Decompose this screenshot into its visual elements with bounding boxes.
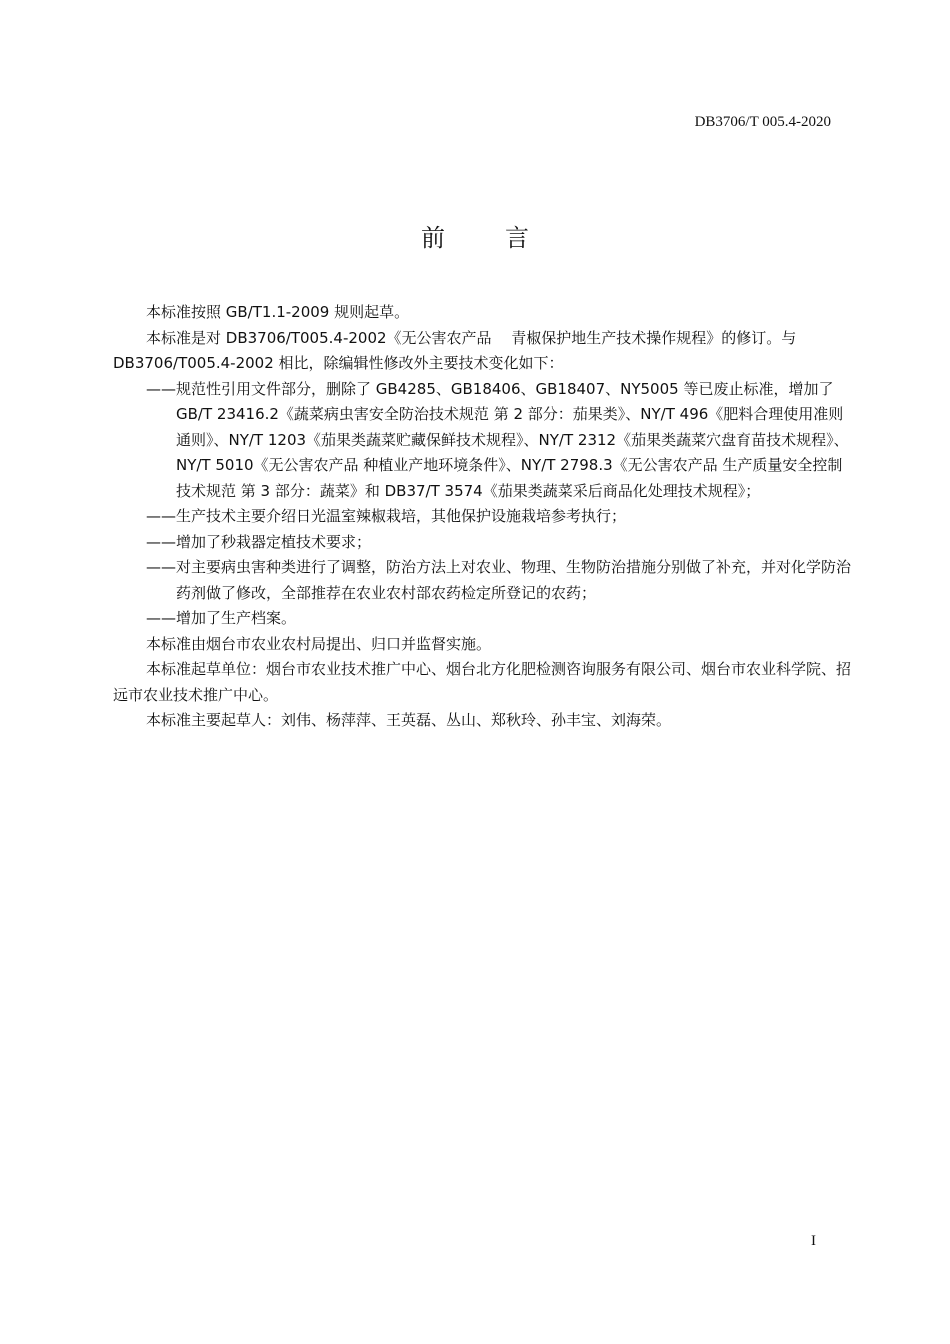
paragraph-proposer: 本标准由烟台市农业农村局提出、归口并监督实施。	[146, 634, 492, 653]
page-number: I	[811, 1233, 816, 1249]
list-dash: ——	[146, 532, 176, 551]
paragraph-drafting-units: 本标准起草单位：烟台市农业技术推广中心、烟台北方化肥检测咨询服务有限公司、烟台市农业科学院、招远市农业技术推广中心。	[113, 660, 852, 704]
title-char-1: 前	[421, 224, 445, 252]
list-item	[146, 530, 853, 556]
list-item	[146, 555, 853, 606]
document-code: DB3706/T 005.4-2020	[694, 114, 831, 130]
list-item	[146, 606, 853, 632]
list-dash: ——	[146, 507, 176, 525]
page-title	[0, 218, 950, 253]
list-dash: ——	[146, 379, 176, 398]
list-dash: ——	[146, 609, 176, 627]
list-item-text: 规范性引用文件部分，删除了 GB4285、GB18406、GB18407、NY5005 等已废止标准，增加了 GB/T 23416.2《蔬菜病虫害安全防治技术规范 第 2 部分：茄果类》、NY/T 496《肥料合理使用准则 通则》、NY/T 1203《茄果类蔬菜贮藏保鲜技术规程》、NY/T 2312《茄果类蔬菜穴盘育苗技术规程》、NY/T 5010《无公害农产品 种植业产地环境条件》、NY/T 2798.3《无公害农产品 生产质量安全控制技术规范 第 3 部分：蔬菜》和 DB37/T 3574《茄果类蔬菜采后商品化处理技术规程》；	[176, 379, 849, 500]
title-char-2: 言	[505, 224, 529, 252]
list-item-text: 生产技术主要介绍日光温室辣椒栽培，其他保护设施栽培参考执行；	[176, 507, 627, 525]
list-item-text: 对主要病虫害种类进行了调整，防治方法上对农业、物理、生物防治措施分别做了补充，并对化学防治药剂做了修改，全部推荐在农业农村部农药检定所登记的农药；	[176, 558, 852, 602]
paragraph-drafters: 本标准主要起草人：刘伟、杨萍萍、王英磊、丛山、郑秋玲、孙丰宝、刘海荣。	[146, 711, 672, 729]
paragraph-revision-intro: 本标准是对 DB3706/T005.4-2002《无公害农产品 青椒保护地生产技术操作规程》的修订。与 DB3706/T005.4-2002 相比，除编辑性修改外主要技术变化如下：	[113, 328, 797, 372]
list-item-text: 增加了秒栽器定植技术要求；	[176, 532, 372, 551]
document-body	[113, 300, 853, 734]
list-item	[146, 377, 853, 505]
list-item-text: 增加了生产档案。	[176, 609, 297, 627]
list-item	[146, 504, 853, 530]
paragraph-drafting-rule: 本标准按照 GB/T1.1-2009 规则起草。	[146, 303, 410, 321]
list-dash: ——	[146, 558, 176, 576]
